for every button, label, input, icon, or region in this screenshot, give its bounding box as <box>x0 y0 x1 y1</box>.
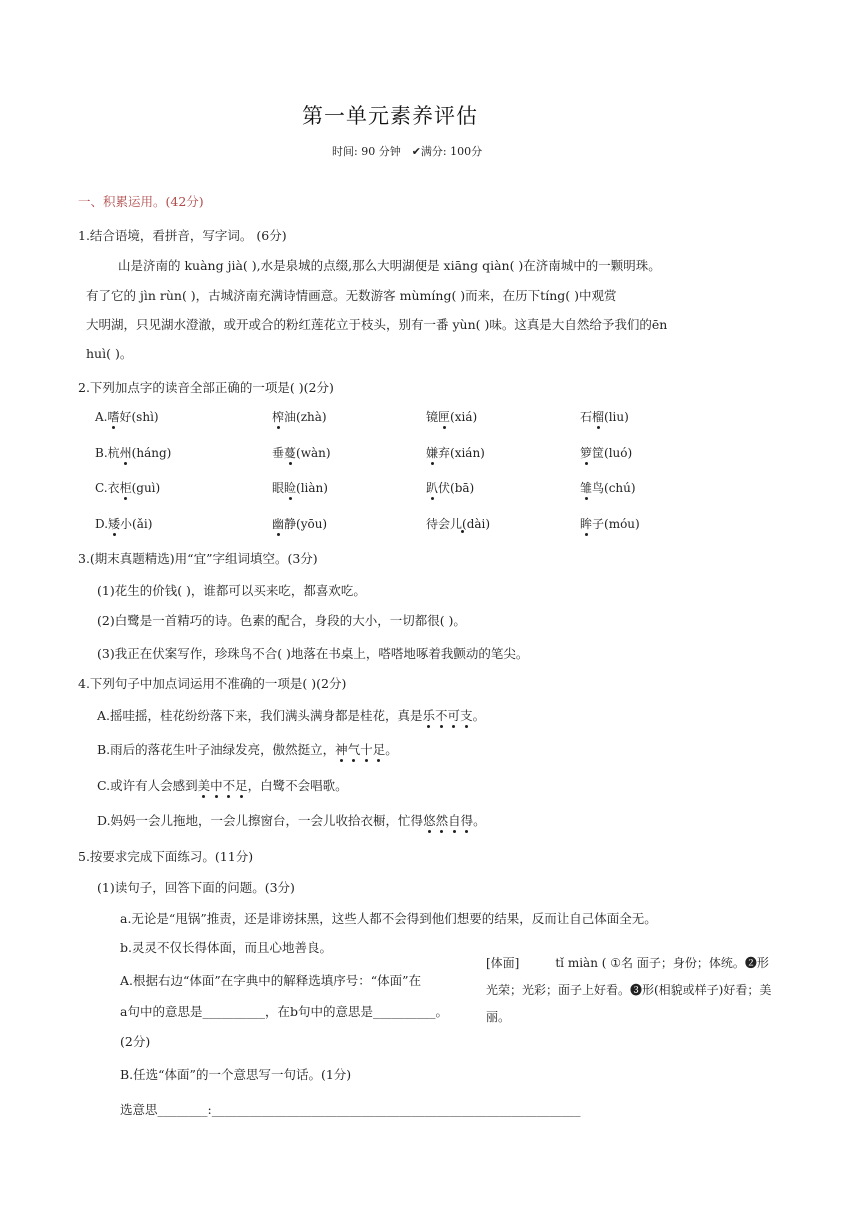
question-3-stem: 3.(期末真题精选)用“宜”字组词填空。(3分) <box>78 551 318 566</box>
question-2-option: A.嗜好(shì) <box>95 410 159 424</box>
page-title: 第一单元素养评估 <box>302 104 478 128</box>
question-2-option: B.杭州(háng) <box>95 446 172 460</box>
question-4-option-a: A.摇哇摇，桂花纷纷落下来，我们满头满身都是桂花，真是乐不可支。 <box>97 708 486 723</box>
question-5-part-a: A.根据右边“体面”在字典中的解释选填序号：“体面”在 <box>120 973 422 988</box>
question-2-option: 嫌弃(xián) <box>426 446 485 460</box>
section-heading: 一、积累运用。(42分) <box>78 194 204 209</box>
dictionary-entry: [体面] tǐ miàn ( ①名 面子；身份；体统。❷形光荣；光彩；面子上好看。❸形(相貌或样子)好看；美丽。 <box>486 956 772 1024</box>
question-2-option: 镜匣(xiá) <box>426 410 478 424</box>
question-3-item: (3)我正在伏案写作，珍珠鸟不合( )地落在书桌上，嗒嗒地啄着我颤动的笔尖。 <box>97 646 529 661</box>
question-2-option: 垂蔓(wàn) <box>272 446 331 460</box>
question-2-option: 榨油(zhà) <box>272 410 327 424</box>
question-4-stem: 4.下列句子中加点词运用不准确的一项是( )(2分) <box>78 676 347 691</box>
question-5-sub-1: (1)读句子，回答下面的问题。(3分) <box>97 880 295 895</box>
question-4-option-c: C.或许有人会感到美中不足，白鹭不会唱歌。 <box>97 778 348 793</box>
question-4-option-d: D.妈妈一会儿拖地，一会儿擦窗台，一会儿收拾衣橱，忙得悠然自得。 <box>97 813 486 828</box>
question-1-line: 大明湖，只见湖水澄澈，或开或合的粉红莲花立于枝头，别有一番 yùn( )味。这真是大自然给予我们的ēn <box>86 317 668 332</box>
answer-line[interactable]: 选意思________:___________________________________________________________ <box>120 1102 581 1117</box>
question-5-part-a-score: (2分) <box>120 1034 151 1049</box>
question-2-option: D.矮小(ǎi) <box>95 517 153 531</box>
question-5-sentence-a: a.无论是“甩锅”推责，还是诽谤抹黑，这些人都不会得到他们想要的结果，反而让自己体面全无。 <box>120 911 657 926</box>
question-2-option: 待会儿(dài) <box>426 517 491 531</box>
question-1-line: 山是济南的 kuàng jià( ),水是泉城的点缀,那么大明湖便是 xiāng qiàn( )在济南城中的一颗明珠。 <box>118 258 661 273</box>
question-1-stem: 1.结合语境，看拼音，写字词。 (6分) <box>78 228 287 243</box>
question-2-option: 眸子(móu) <box>580 517 640 531</box>
question-5-stem: 5.按要求完成下面练习。(11分) <box>78 849 254 864</box>
question-4-option-b: B.雨后的落花生叶子油绿发亮，傲然挺立，神气十足。 <box>97 742 398 757</box>
question-2-option: 箩筐(luó) <box>580 446 633 460</box>
question-5-sentence-b: b.灵灵不仅长得体面，而且心地善良。 <box>120 940 332 955</box>
question-1-line: huì( )。 <box>86 346 133 361</box>
question-3-item: (1)花生的价钱( )，谁都可以买来吃，都喜欢吃。 <box>97 583 366 598</box>
question-2-option: 眼睑(liàn) <box>272 481 328 495</box>
question-3-item: (2)白鹭是一首精巧的诗。色素的配合，身段的大小，一切都很( )。 <box>97 613 466 628</box>
question-1-line: 有了它的 jìn rùn( )，古城济南充满诗情画意。无数游客 mùmíng( )而来，在历下tíng( )中观赏 <box>86 288 617 303</box>
question-2-stem: 2.下列加点字的读音全部正确的一项是( )(2分) <box>78 380 334 395</box>
question-2-option: 雏鸟(chú) <box>580 481 636 495</box>
question-5-part-a: a句中的意思是__________，在b句中的意思是__________。 <box>120 1004 448 1019</box>
question-2-option: 幽静(yōu) <box>272 517 328 531</box>
question-2-option: 石榴(liu) <box>580 410 629 424</box>
question-2-option: 趴伏(bā) <box>426 481 475 495</box>
question-2-option: C.衣柜(guì) <box>95 481 161 495</box>
question-5-part-b: B.任选“体面”的一个意思写一句话。(1分) <box>120 1067 352 1082</box>
exam-meta: 时间: 90 分钟 ✔满分: 100分 <box>332 145 483 158</box>
